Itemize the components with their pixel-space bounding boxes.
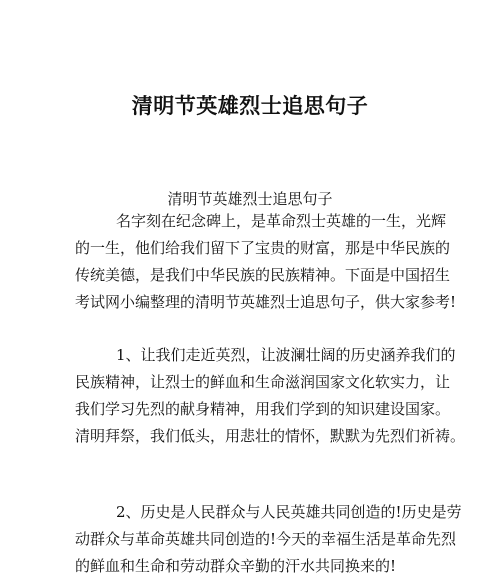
intro-line: 考试网小编整理的清明节英雄烈士追思句子，供大家参考! (75, 293, 457, 311)
item2-line: 动群众与革命英雄共同创造的!今天的幸福生活是革命先烈 (75, 530, 457, 548)
intro-line: 名字刻在纪念碑上，是革命烈士英雄的一生，光辉 (116, 212, 447, 230)
item2-line: 的鲜血和生命和劳动群众辛勤的汗水共同换来的! (75, 557, 397, 575)
item1-line: 我们学习先烈的献身精神，用我们学到的知识建设国家。 (75, 400, 451, 418)
item1-line: 1、让我们走近英烈，让波澜壮阔的历史涵养我们的 (116, 346, 456, 364)
intro-line: 传统美德，是我们中华民族的民族精神。下面是中国招生 (75, 266, 451, 284)
document-subtitle: 清明节英雄烈士追思句子 (167, 190, 333, 208)
intro-line: 的一生，他们给我们留下了宝贵的财富，那是中华民族的 (75, 239, 451, 257)
document-title: 清明节英雄烈士追思句子 (131, 93, 369, 118)
item1-line: 民族精神，让烈士的鲜血和生命滋润国家文化软实力，让 (75, 373, 451, 391)
item1-line: 清明拜祭，我们低头，用悲壮的情怀，默默为先烈们祈祷。 (75, 427, 466, 445)
item2-line: 2、历史是人民群众与人民英雄共同创造的!历史是劳 (116, 503, 462, 521)
